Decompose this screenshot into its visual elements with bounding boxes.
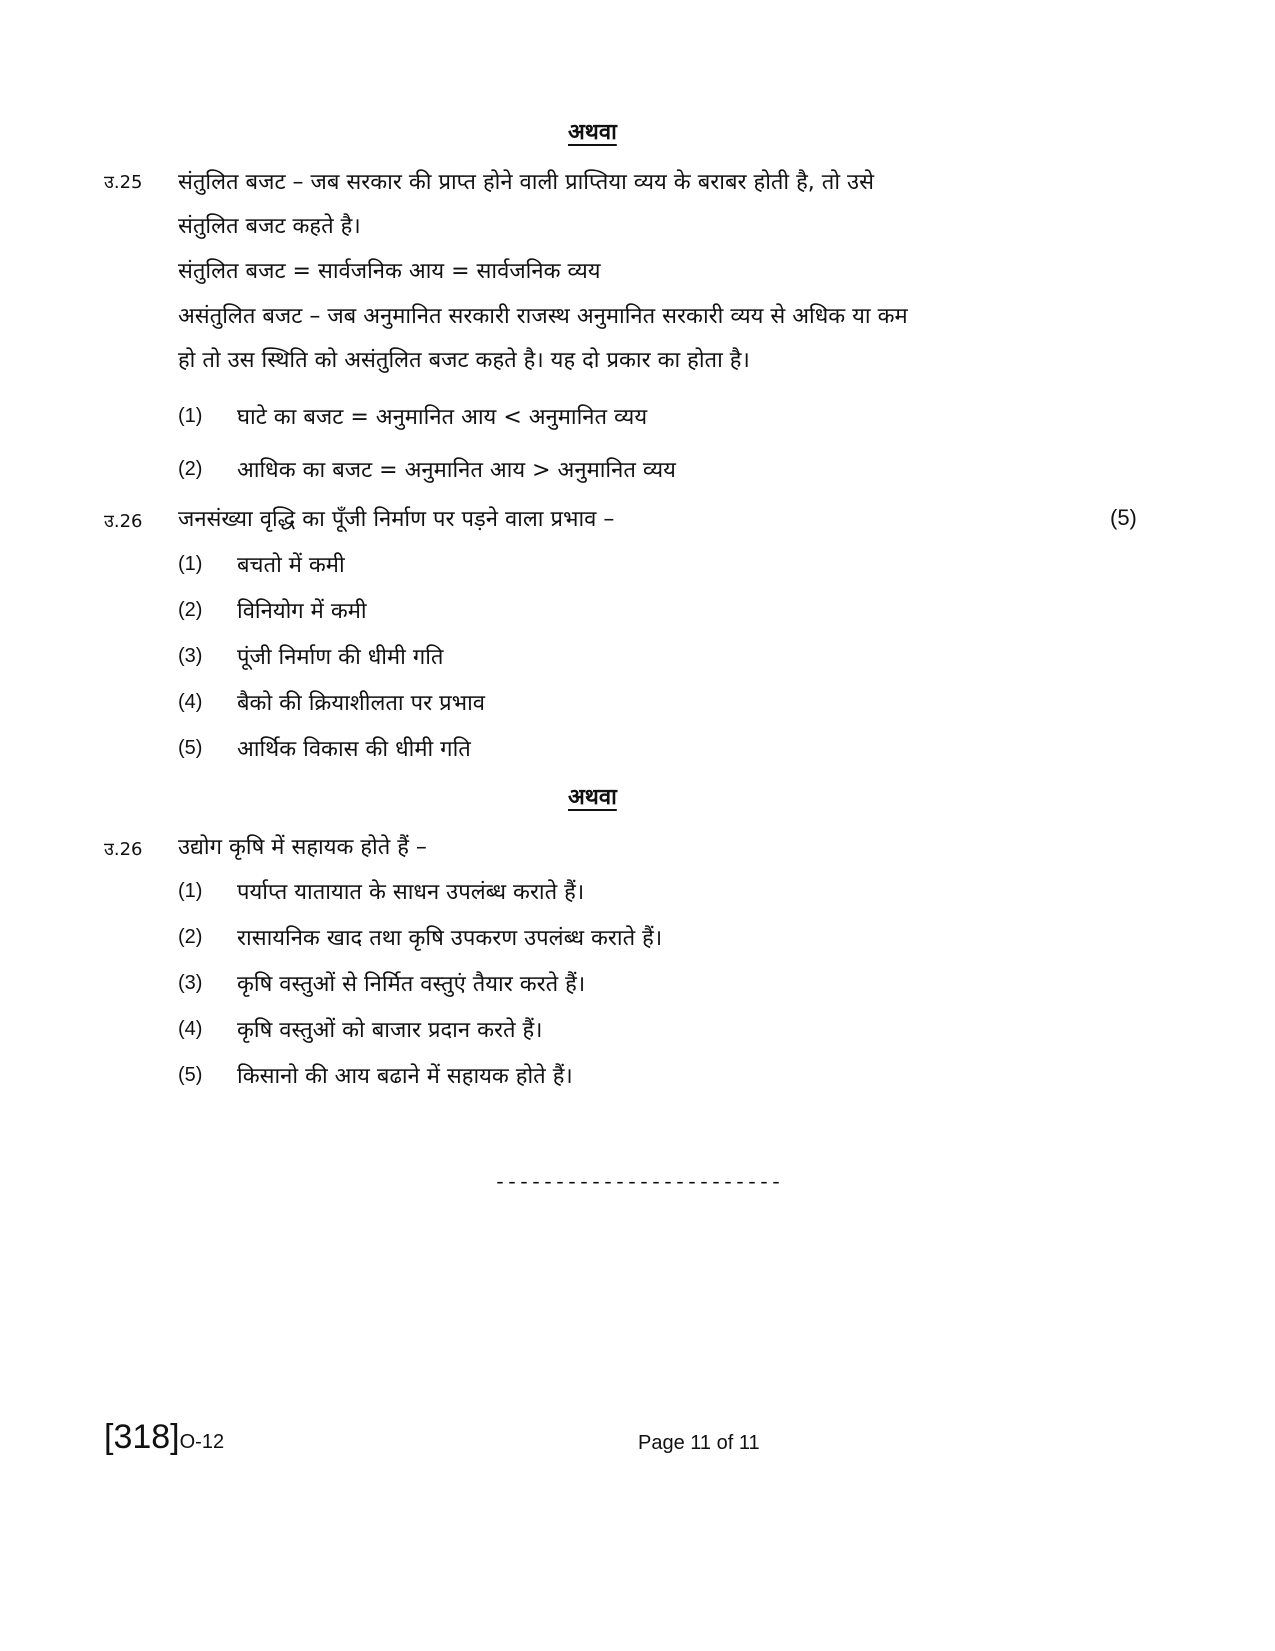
- question-number-26: उ.26: [104, 511, 143, 532]
- q26-title: उद्योग कृषि में सहायक होते हैं –: [178, 835, 427, 860]
- list-marker: (2): [178, 458, 203, 480]
- list-marker: (5): [178, 1064, 203, 1086]
- list-marker: (5): [178, 737, 203, 759]
- document-code-number: [318]: [104, 1418, 180, 1456]
- list-marker: (3): [178, 972, 203, 994]
- q25-line-3: संतुलित बजट = सार्वजनिक आय = सार्वजनिक व्यय: [178, 259, 601, 284]
- question-number-25: उ.25: [104, 172, 143, 193]
- q25-line-1: संतुलित बजट – जब सरकार की प्राप्त होने वाली प्राप्तिया व्यय के बराबर होती है, तो उसे: [178, 170, 874, 195]
- list-item: पूंजी निर्माण की धीमी गति: [237, 645, 444, 670]
- list-marker: (2): [178, 926, 203, 948]
- list-item: आधिक का बजट = अनुमानित आय > अनुमानित व्यय: [237, 458, 676, 483]
- list-item: बचतो में कमी: [237, 553, 345, 578]
- page-number: Page 11 of 11: [638, 1432, 760, 1454]
- list-item: घाटे का बजट = अनुमानित आय < अनुमानित व्यय: [237, 405, 648, 430]
- list-item: पर्याप्त यातायात के साधन उपलंब्ध कराते हैं।: [237, 880, 585, 905]
- section-separator: ------------------------: [494, 1172, 783, 1195]
- document-code-suffix: O-12: [179, 1431, 225, 1453]
- q25-line-5: हो तो उस स्थिति को असंतुलित बजट कहते है। यह दो प्रकार का होता है।: [178, 348, 750, 373]
- list-marker: (4): [178, 691, 203, 713]
- list-item: कृषि वस्तुओं को बाजार प्रदान करते हैं।: [237, 1018, 543, 1043]
- list-marker: (1): [178, 880, 203, 902]
- list-marker: (1): [178, 553, 203, 575]
- q25-line-2: संतुलित बजट कहते है।: [178, 214, 361, 239]
- list-marker: (3): [178, 645, 203, 667]
- list-marker: (2): [178, 599, 203, 621]
- list-item: किसानो की आय बढाने में सहायक होते हैं।: [237, 1064, 573, 1089]
- or-heading: अथवा: [568, 120, 617, 145]
- or-heading: अथवा: [568, 785, 617, 810]
- list-marker: (1): [178, 405, 203, 427]
- marks-label: (5): [1110, 505, 1137, 530]
- question-number-26: उ.26: [104, 839, 143, 860]
- list-item: बैको की क्रियाशीलता पर प्रभाव: [237, 691, 485, 716]
- document-code: [104, 1418, 224, 1457]
- list-item: रासायनिक खाद तथा कृषि उपकरण उपलंब्ध कराते हैं।: [237, 926, 663, 951]
- list-item: कृषि वस्तुओं से निर्मित वस्तुएं तैयार करते हैं।: [237, 972, 586, 997]
- q25-line-4: असंतुलित बजट – जब अनुमानित सरकारी राजस्थ अनुमानित सरकारी व्यय से अधिक या कम: [178, 304, 908, 329]
- list-item: आर्थिक विकास की धीमी गति: [237, 737, 471, 762]
- list-item: विनियोग में कमी: [237, 599, 367, 624]
- list-marker: (4): [178, 1018, 203, 1040]
- q26-title: जनसंख्या वृद्धि का पूँजी निर्माण पर पड़ने वाला प्रभाव –: [178, 507, 615, 532]
